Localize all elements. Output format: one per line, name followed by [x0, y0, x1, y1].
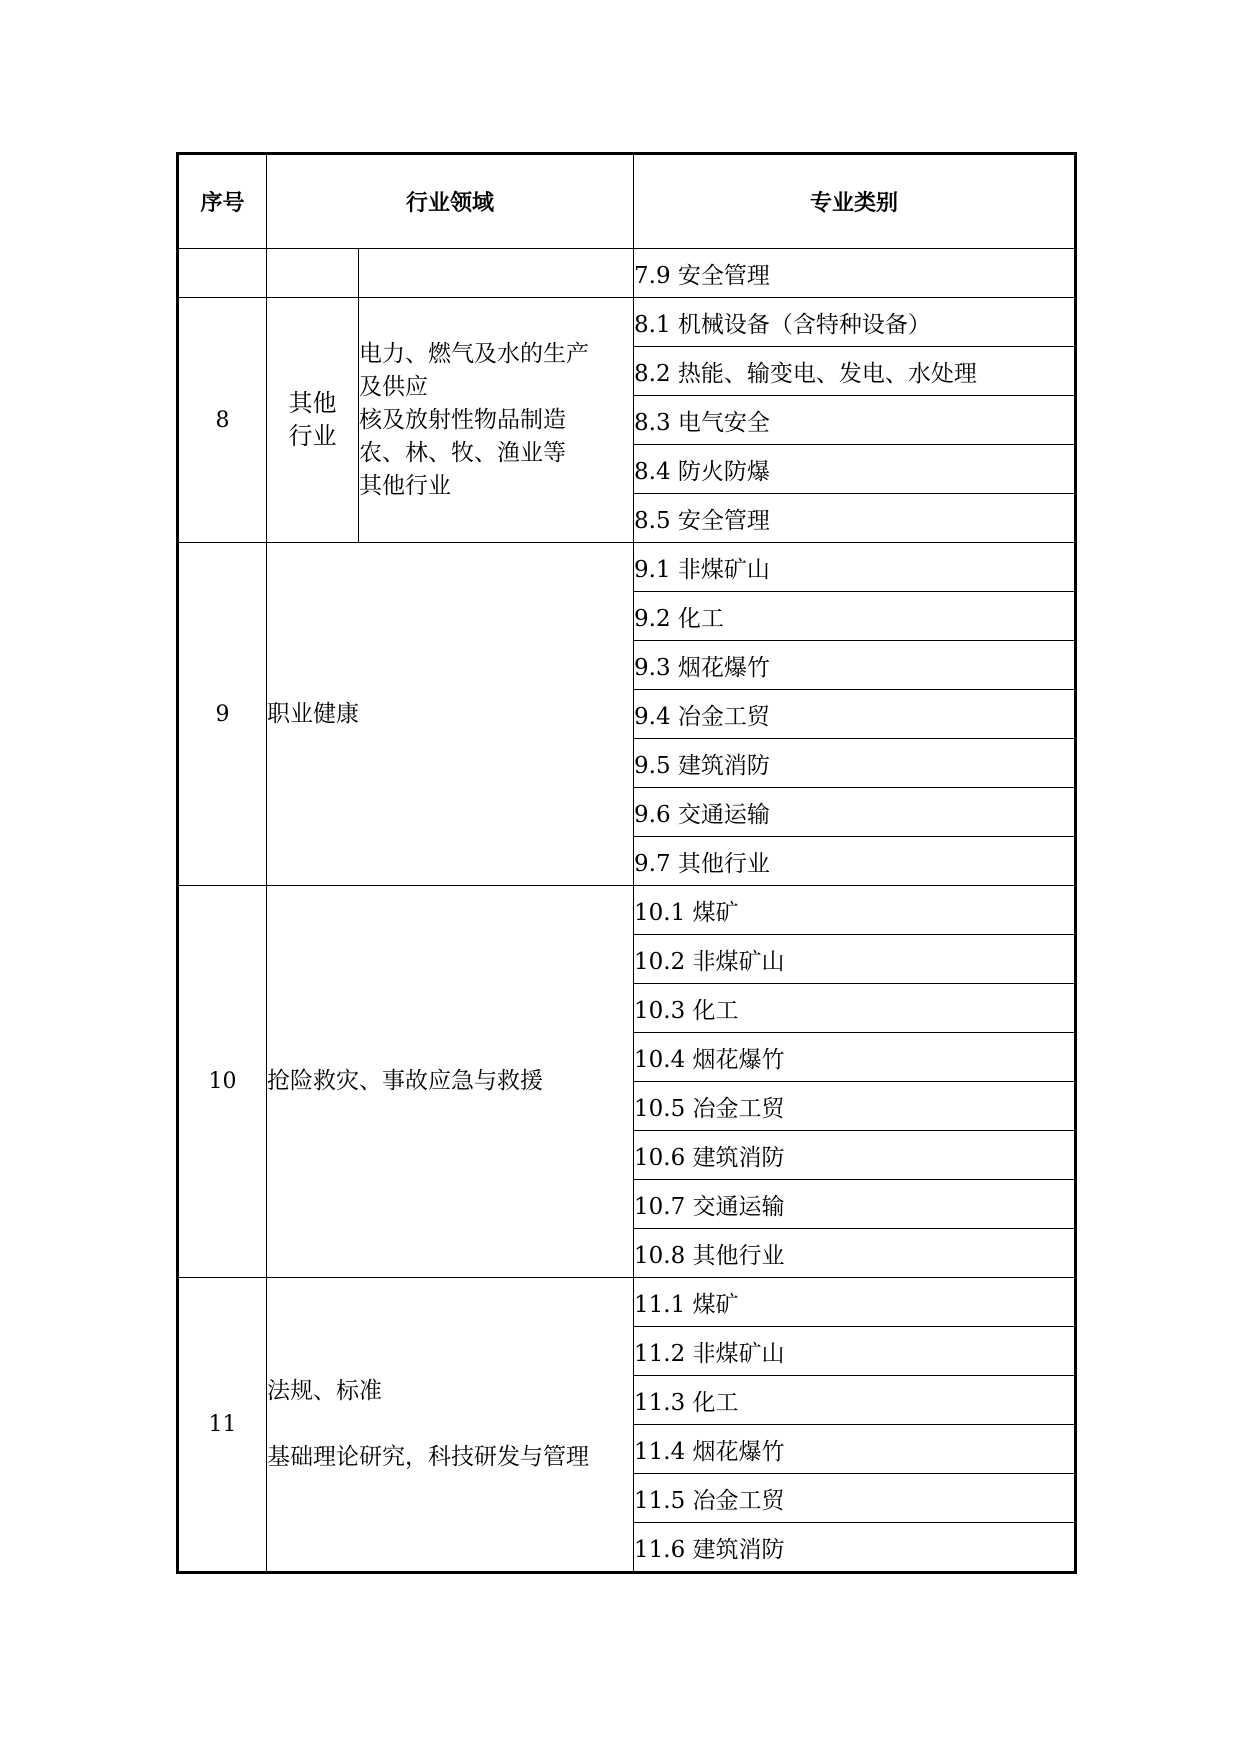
table-row	[178, 298, 1076, 347]
industry-area-cell	[359, 298, 634, 543]
empty-cell	[267, 249, 359, 298]
area-line: 农、林、牧、渔业等	[359, 439, 566, 466]
category-cell: 8.3 电气安全	[634, 396, 1076, 445]
category-cell: 11.3 化工	[634, 1376, 1076, 1425]
industry-area-cell: 职业健康	[267, 543, 634, 886]
category-cell: 8.1 机械设备（含特种设备）	[634, 298, 1076, 347]
area-line: 其他行业	[359, 472, 451, 499]
category-cell: 11.4 烟花爆竹	[634, 1425, 1076, 1474]
category-cell: 9.2 化工	[634, 592, 1076, 641]
category-cell: 11.1 煤矿	[634, 1278, 1076, 1327]
seq-cell: 9	[178, 543, 267, 886]
empty-cell	[359, 249, 634, 298]
category-cell: 11.2 非煤矿山	[634, 1327, 1076, 1376]
area-line: 电力、燃气及水的生产	[359, 340, 589, 367]
area-line-gap	[267, 1408, 633, 1441]
sub-industry-cell	[267, 298, 359, 543]
category-cell: 9.5 建筑消防	[634, 739, 1076, 788]
table-row	[178, 543, 1076, 592]
category-cell: 8.5 安全管理	[634, 494, 1076, 543]
category-cell: 11.5 冶金工贸	[634, 1474, 1076, 1523]
category-cell: 10.7 交通运输	[634, 1180, 1076, 1229]
category-cell: 10.8 其他行业	[634, 1229, 1076, 1278]
category-cell: 11.6 建筑消防	[634, 1523, 1076, 1573]
industry-category-table	[176, 152, 1077, 1574]
category-cell: 9.3 烟花爆竹	[634, 641, 1076, 690]
seq-cell: 8	[178, 298, 267, 543]
category-cell: 9.6 交通运输	[634, 788, 1076, 837]
category-cell: 10.3 化工	[634, 984, 1076, 1033]
category-cell: 10.2 非煤矿山	[634, 935, 1076, 984]
seq-cell: 10	[178, 886, 267, 1278]
category-cell: 7.9 安全管理	[634, 249, 1076, 298]
area-line: 核及放射性物品制造	[359, 406, 566, 433]
header-industry: 行业领域	[267, 154, 634, 249]
table-row	[178, 249, 1076, 298]
industry-area-cell	[267, 1278, 634, 1573]
seq-cell: 11	[178, 1278, 267, 1573]
sub-industry-line: 行业	[288, 422, 337, 450]
table-row	[178, 886, 1076, 935]
sub-industry-line: 其他	[288, 389, 337, 417]
category-cell: 9.7 其他行业	[634, 837, 1076, 886]
category-cell: 10.6 建筑消防	[634, 1131, 1076, 1180]
category-cell: 9.4 冶金工贸	[634, 690, 1076, 739]
area-line: 及供应	[359, 373, 428, 400]
category-cell: 8.4 防火防爆	[634, 445, 1076, 494]
table-header-row	[178, 154, 1076, 249]
category-cell: 10.1 煤矿	[634, 886, 1076, 935]
category-cell: 10.5 冶金工贸	[634, 1082, 1076, 1131]
industry-area-cell: 抢险救灾、事故应急与救援	[267, 886, 634, 1278]
header-category: 专业类别	[634, 154, 1076, 249]
area-line: 基础理论研究，科技研发与管理	[267, 1444, 589, 1470]
category-cell: 10.4 烟花爆竹	[634, 1033, 1076, 1082]
category-cell: 9.1 非煤矿山	[634, 543, 1076, 592]
table-row	[178, 1278, 1076, 1327]
category-cell: 8.2 热能、输变电、发电、水处理	[634, 347, 1076, 396]
header-seq: 序号	[178, 154, 267, 249]
area-line: 法规、标准	[267, 1378, 382, 1404]
empty-cell	[178, 249, 267, 298]
